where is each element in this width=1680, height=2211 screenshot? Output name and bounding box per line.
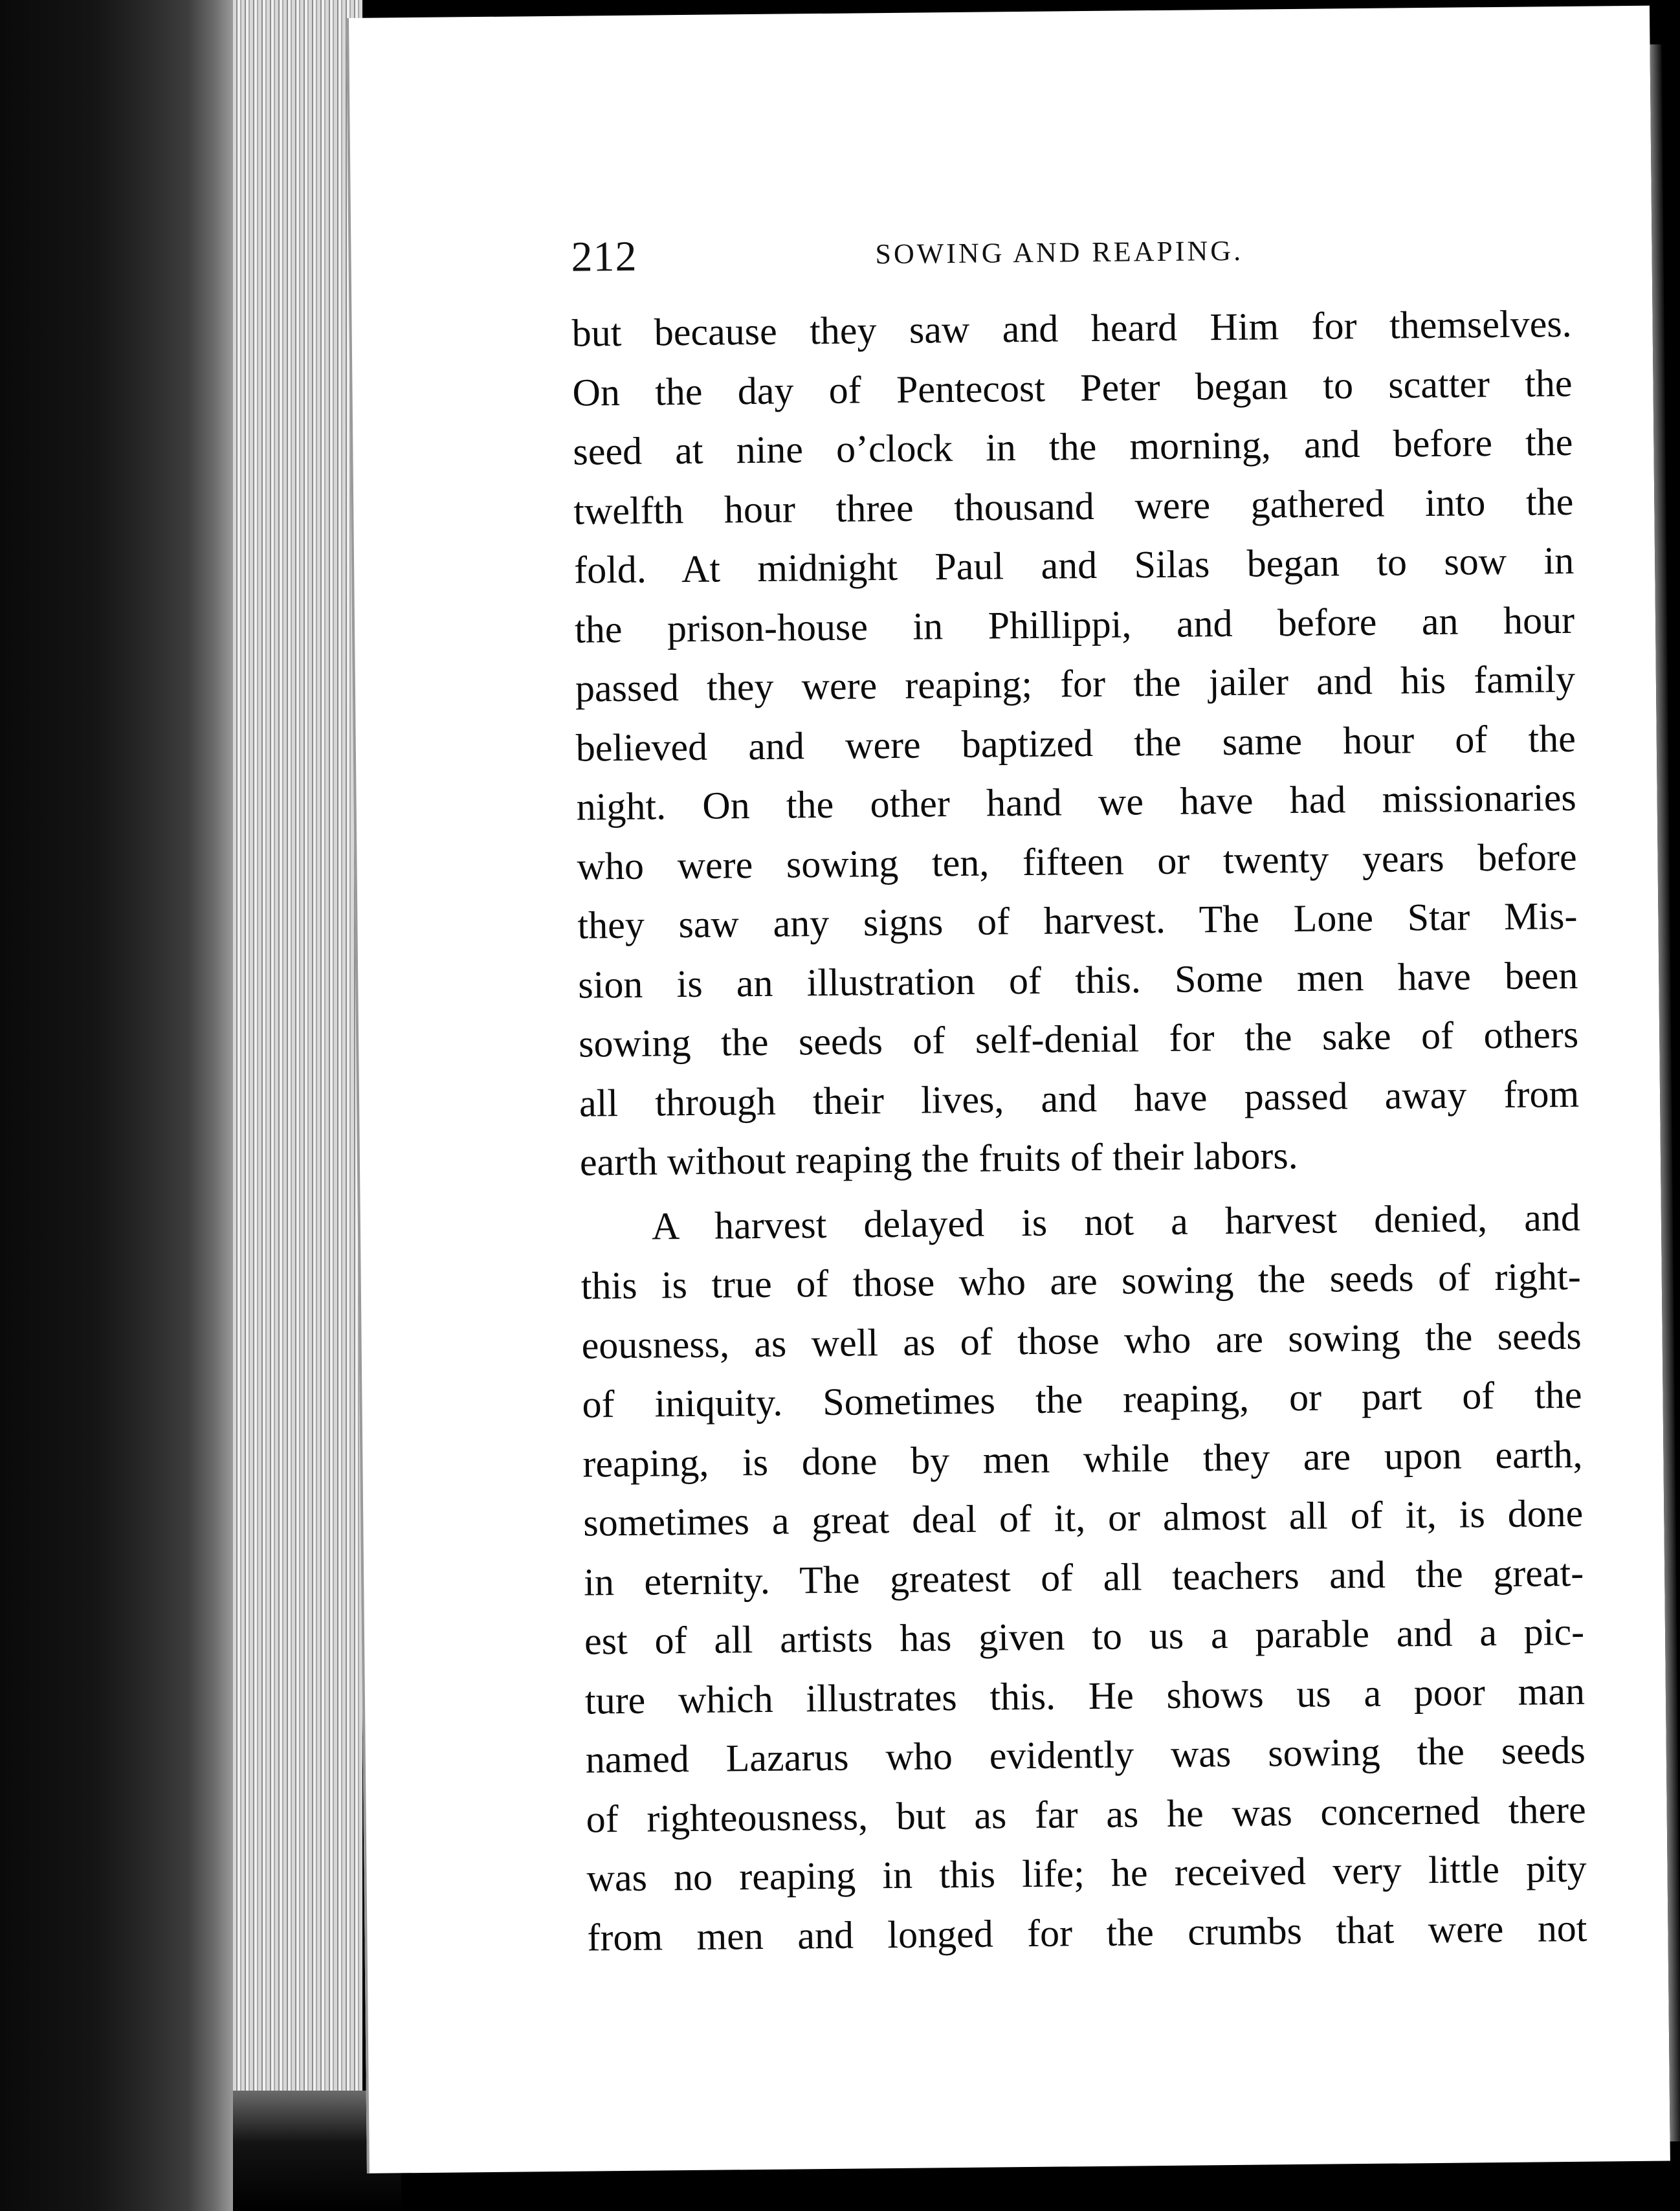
text-line: ture which illustrates this. He shows us a poor man — [584, 1669, 1586, 1722]
paragraph-2 — [580, 1188, 1587, 1967]
body-text — [571, 294, 1587, 1968]
text-line: night. On the other hand we have had missionaries — [576, 775, 1576, 828]
text-line: named Lazarus who evidently was sowing the seeds — [585, 1728, 1586, 1781]
book-spine — [0, 0, 272, 2211]
text-line: sowing the seeds of self-denial for the sake of others — [578, 1012, 1579, 1065]
text-line: fold. At midnight Paul and Silas began to sow in — [573, 539, 1575, 592]
text-line: from men and longed for the crumbs that were not — [587, 1906, 1587, 1959]
text-line: believed and were baptized the same hour of the — [575, 717, 1576, 770]
page-header — [571, 223, 1594, 285]
text-line: On the day of Pentecost Peter began to scatter the — [572, 361, 1573, 414]
text-line: they saw any signs of harvest. The Lone Star Mis- — [577, 894, 1578, 947]
text-line: est of all artists has given to us a parable and a pic- — [584, 1610, 1585, 1663]
page-right-shadow — [1650, 44, 1680, 2141]
text-line: of righteousness, but as far as he was concerned there — [586, 1788, 1586, 1841]
text-line: A harvest delayed is not a harvest denied, and — [651, 1195, 1581, 1248]
page-edges — [233, 0, 362, 2117]
book-page — [346, 6, 1670, 2173]
text-line: sometimes a great deal of it, or almost all of it, is done — [583, 1491, 1584, 1544]
text-line: twelfth hour three thousand were gathered into the — [573, 480, 1574, 533]
text-line: passed they were reaping; for the jailer and his family — [575, 657, 1576, 710]
running-title: SOWING AND REAPING. — [875, 234, 1244, 271]
text-line: this is true of those who are sowing the seeds of right- — [580, 1254, 1582, 1307]
text-line: who were sowing ten, fifteen or twenty years before — [577, 835, 1577, 888]
paragraph-1 — [571, 294, 1580, 1192]
text-line: was no reaping in this life; he received very little pity — [586, 1847, 1587, 1900]
text-line: reaping, is done by men while they are upon earth, — [582, 1432, 1583, 1485]
text-line: all through their lives, and have passed away from — [579, 1072, 1580, 1125]
page-number: 212 — [571, 232, 637, 281]
text-line: earth without reaping the fruits of their labors. — [579, 1133, 1298, 1184]
text-line: sion is an illustration of this. Some men have been — [578, 953, 1578, 1006]
text-line: of iniquity. Sometimes the reaping, or part of the — [582, 1373, 1582, 1426]
text-line: eousness, as well as of those who are sowing the seeds — [581, 1314, 1582, 1367]
text-line: in eternity. The greatest of all teachers and the great- — [583, 1551, 1584, 1604]
text-line: but because they saw and heard Him for themselves. — [571, 302, 1572, 355]
text-line: the prison-house in Phillippi, and before an hour — [574, 598, 1575, 651]
text-line: seed at nine o’clock in the morning, and before the — [573, 420, 1573, 473]
